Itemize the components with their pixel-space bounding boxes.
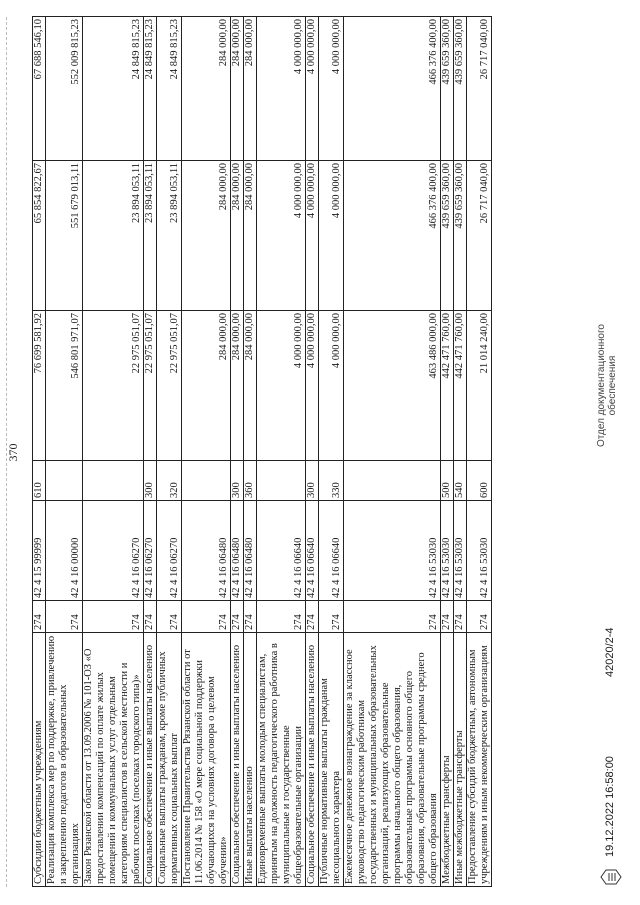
row-amount-1: 284 000,00 — [182, 311, 231, 461]
stamp-line-2: обеспечения — [607, 355, 618, 416]
row-code-target: 42 4 16 06270 — [83, 501, 144, 601]
row-code-type: 540 — [454, 461, 467, 501]
table-row — [33, 17, 46, 887]
row-amount-1: 22 975 051,07 — [157, 311, 182, 461]
emblem-icon — [600, 867, 622, 887]
row-amount-3: 4 000 000,00 — [306, 17, 319, 161]
row-code-type: 320 — [157, 461, 182, 501]
row-code-target: 42 4 16 06640 — [306, 501, 319, 601]
row-code-type: 300 — [144, 461, 157, 501]
row-name: Публичные нормативные выплаты гражданам несоциального характера — [319, 633, 344, 887]
row-amount-1: 21 014 240,00 — [467, 311, 492, 461]
row-code-ministry: 274 — [257, 601, 306, 633]
row-code-ministry: 274 — [157, 601, 182, 633]
table-row — [244, 17, 257, 887]
row-code-type — [257, 461, 306, 501]
row-code-type: 330 — [319, 461, 344, 501]
table-row — [441, 17, 454, 887]
row-code-target: 42 4 16 06480 — [244, 501, 257, 601]
row-code-target: 42 4 16 06270 — [144, 501, 157, 601]
table-row — [319, 17, 344, 887]
row-code-ministry: 274 — [244, 601, 257, 633]
row-code-ministry: 274 — [231, 601, 244, 633]
row-code-type: 610 — [33, 461, 46, 501]
footer-doc-code: 42020/2-4 — [604, 627, 616, 677]
table-row — [144, 17, 157, 887]
row-code-target: 42 4 16 53030 — [454, 501, 467, 601]
budget-table-body — [33, 17, 492, 887]
row-name: Ежемесячное денежное вознаграждение за классное руководство педагогическим работникам государственных и муниципальных образовательных организаций, реализующих образовательные программы начального общего образования, образовательные программы основного общего образования, образовательные программы среднего общего образования — [344, 633, 441, 887]
table-row — [467, 17, 492, 887]
row-amount-2: 439 659 360,00 — [454, 161, 467, 311]
stamp-line-1: Отдел документационного — [596, 324, 607, 447]
row-amount-3: 284 000,00 — [244, 17, 257, 161]
row-code-ministry: 274 — [33, 601, 46, 633]
row-amount-2: 284 000,00 — [244, 161, 257, 311]
row-code-ministry: 274 — [344, 601, 441, 633]
row-code-type: 600 — [467, 461, 492, 501]
row-code-type — [344, 461, 441, 501]
row-amount-3: 26 717 040,00 — [467, 17, 492, 161]
footer-datetime: 19.12.2022 16:58:00 — [604, 756, 616, 857]
row-name: Закон Рязанской области от 13.09.2006 № 101-ОЗ «О предоставлении компенсаций по оплате жилых помещений и коммунальных услуг отдельным категориям специалистов в сельской местности и рабочих поселках (поселках городского типа)» — [83, 633, 144, 887]
table-row — [306, 17, 319, 887]
table-row — [46, 17, 83, 887]
table-row — [157, 17, 182, 887]
row-amount-1: 546 801 971,07 — [46, 311, 83, 461]
page-footer — [592, 17, 632, 887]
row-code-ministry: 274 — [467, 601, 492, 633]
row-name: Субсидии бюджетным учреждениям — [33, 633, 46, 887]
row-code-type: 360 — [244, 461, 257, 501]
row-code-ministry: 274 — [83, 601, 144, 633]
row-amount-3: 24 849 815,23 — [157, 17, 182, 161]
row-code-type: 300 — [306, 461, 319, 501]
page-number: 370 — [6, 443, 20, 462]
row-amount-3: 24 849 815,23 — [83, 17, 144, 161]
row-amount-3: 284 000,00 — [182, 17, 231, 161]
scan-edge-line — [6, 17, 7, 887]
row-amount-2: 466 376 400,00 — [344, 161, 441, 311]
row-code-type: 300 — [231, 461, 244, 501]
row-amount-2: 284 000,00 — [182, 161, 231, 311]
row-amount-2: 284 000,00 — [231, 161, 244, 311]
table-row — [182, 17, 231, 887]
row-amount-1: 4 000 000,00 — [257, 311, 306, 461]
table-row — [454, 17, 467, 887]
row-amount-2: 4 000 000,00 — [257, 161, 306, 311]
row-amount-3: 4 000 000,00 — [319, 17, 344, 161]
row-amount-2: 65 854 822,67 — [33, 161, 46, 311]
row-code-target: 42 4 16 53030 — [441, 501, 454, 601]
row-name: Единовременные выплаты молодым специалистам, принятым на должность педагогического работника в муниципальные и государственные общеобразовательные организации — [257, 633, 306, 887]
row-amount-3: 439 659 360,00 — [441, 17, 454, 161]
row-amount-1: 4 000 000,00 — [306, 311, 319, 461]
row-code-type — [46, 461, 83, 501]
row-name: Социальное обеспечение и иные выплаты населению — [306, 633, 319, 887]
row-amount-2: 439 659 360,00 — [441, 161, 454, 311]
row-code-target: 42 4 16 53030 — [344, 501, 441, 601]
row-code-ministry: 274 — [46, 601, 83, 633]
row-amount-2: 23 894 053,11 — [157, 161, 182, 311]
row-amount-1: 442 471 760,00 — [454, 311, 467, 461]
row-amount-1: 463 486 000,00 — [344, 311, 441, 461]
row-name: Постановление Правительства Рязанской области от 11.06.2014 № 158 «О мере социальной поддержки обучающихся на условиях договора о целевом обучении» — [182, 633, 231, 887]
row-amount-2: 23 894 053,11 — [144, 161, 157, 311]
row-amount-2: 23 894 053,11 — [83, 161, 144, 311]
row-code-target: 42 4 15 99999 — [33, 501, 46, 601]
row-amount-3: 67 688 546,10 — [33, 17, 46, 161]
table-row — [344, 17, 441, 887]
row-name: Социальное обеспечение и иные выплаты населению — [144, 633, 157, 887]
row-amount-1: 284 000,00 — [244, 311, 257, 461]
row-amount-1: 76 699 581,92 — [33, 311, 46, 461]
row-amount-1: 442 471 760,00 — [441, 311, 454, 461]
row-code-type: 500 — [441, 461, 454, 501]
row-code-target: 42 4 16 00000 — [46, 501, 83, 601]
row-code-ministry: 274 — [441, 601, 454, 633]
row-name: Предоставление субсидий бюджетным, автономным учреждениям и иным некоммерческим организациям — [467, 633, 492, 887]
row-name: Социальные выплаты гражданам, кроме публичных нормативных социальных выплат — [157, 633, 182, 887]
row-code-ministry: 274 — [144, 601, 157, 633]
row-code-type — [182, 461, 231, 501]
row-code-target: 42 4 16 06480 — [182, 501, 231, 601]
table-row — [83, 17, 144, 887]
row-amount-3: 439 659 360,00 — [454, 17, 467, 161]
row-amount-1: 22 975 051,07 — [144, 311, 157, 461]
row-amount-3: 24 849 815,23 — [144, 17, 157, 161]
row-code-ministry: 274 — [319, 601, 344, 633]
row-code-target: 42 4 16 53030 — [467, 501, 492, 601]
row-code-ministry: 274 — [454, 601, 467, 633]
row-name: Иные межбюджетные трансферты — [454, 633, 467, 887]
row-amount-3: 284 000,00 — [231, 17, 244, 161]
table-row — [231, 17, 244, 887]
row-code-target: 42 4 16 06640 — [257, 501, 306, 601]
table-row — [257, 17, 306, 887]
row-amount-2: 26 717 040,00 — [467, 161, 492, 311]
row-amount-1: 22 975 051,07 — [83, 311, 144, 461]
row-code-target: 42 4 16 06480 — [231, 501, 244, 601]
budget-table — [32, 16, 492, 887]
row-amount-3: 4 000 000,00 — [257, 17, 306, 161]
row-name: Межбюджетные трансферты — [441, 633, 454, 887]
row-amount-1: 4 000 000,00 — [319, 311, 344, 461]
row-amount-3: 552 009 815,23 — [46, 17, 83, 161]
row-code-ministry: 274 — [182, 601, 231, 633]
row-amount-1: 284 000,00 — [231, 311, 244, 461]
row-amount-2: 4 000 000,00 — [319, 161, 344, 311]
footer-stamp — [596, 324, 618, 447]
row-code-ministry: 274 — [306, 601, 319, 633]
row-amount-2: 4 000 000,00 — [306, 161, 319, 311]
row-code-type — [83, 461, 144, 501]
row-code-target: 42 4 16 06640 — [319, 501, 344, 601]
row-amount-3: 466 376 400,00 — [344, 17, 441, 161]
row-code-target: 42 4 16 06270 — [157, 501, 182, 601]
row-name: Социальное обеспечение и иные выплаты населению — [231, 633, 244, 887]
row-amount-2: 551 679 013,11 — [46, 161, 83, 311]
row-name: Иные выплаты населению — [244, 633, 257, 887]
row-name: Реализация комплекса мер по поддержке, привлечению и закреплению педагогов в образовательных организациях — [46, 633, 83, 887]
